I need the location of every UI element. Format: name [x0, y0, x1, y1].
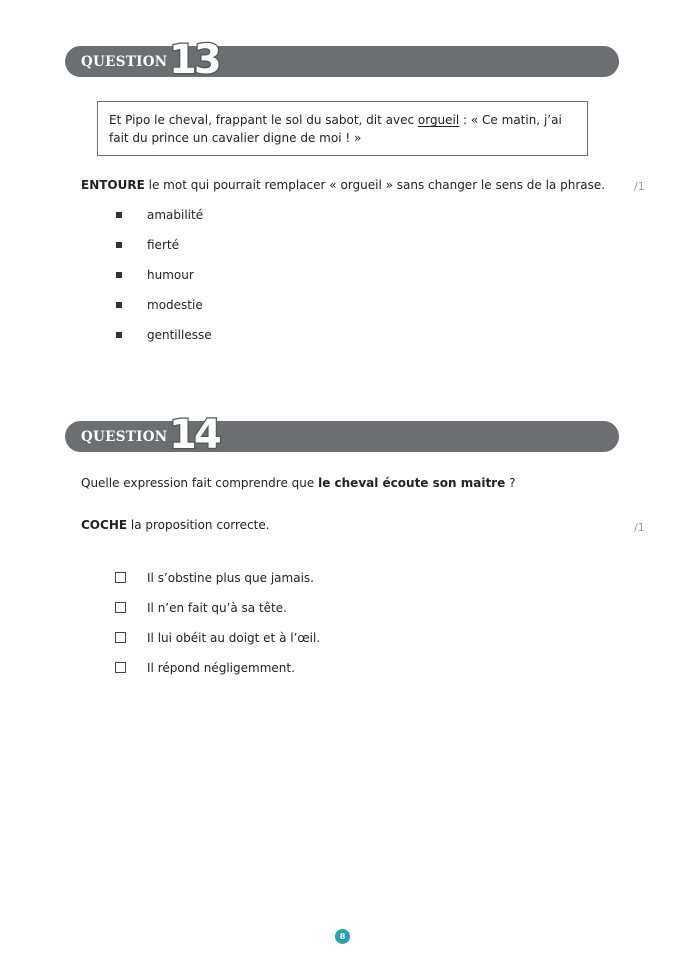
option-label: amabilité	[147, 208, 204, 222]
option-label: Il s’obstine plus que jamais.	[147, 571, 314, 585]
square-bullet-icon	[116, 242, 122, 248]
instruction-text: le mot qui pourrait remplacer « orgueil » sans changer le sens de la phrase.	[144, 178, 606, 192]
checkbox[interactable]	[115, 662, 126, 673]
checkbox[interactable]	[115, 572, 126, 583]
question-13-instruction	[81, 177, 605, 193]
prompt-text-start: Quelle expression fait comprendre que	[81, 476, 319, 490]
question-label: QUESTION	[81, 54, 168, 70]
square-bullet-icon	[116, 212, 122, 218]
question-number: 13	[169, 37, 219, 83]
option-label: modestie	[147, 298, 203, 312]
option-label: gentillesse	[147, 328, 212, 342]
prompt-text-end: ?	[505, 476, 516, 490]
question-14-header	[65, 412, 619, 458]
question-14-instruction	[81, 517, 270, 533]
checkbox[interactable]	[115, 632, 126, 643]
instruction-verb: COCHE	[81, 518, 128, 532]
question-14-prompt	[81, 475, 515, 491]
question-13-header	[65, 37, 619, 83]
instruction-text: la proposition correcte.	[127, 518, 270, 532]
option-label: humour	[147, 268, 194, 282]
option-label: Il lui obéit au doigt et à l’œil.	[147, 631, 321, 645]
quote-underlined-word: orgueil	[417, 113, 460, 127]
square-bullet-icon	[116, 272, 122, 278]
question-14-score: /1	[634, 521, 645, 534]
question-number: 14	[169, 412, 219, 458]
quote-text-end: : « Ce matin, j’ai fait du prince un cavalier digne de moi ! »	[109, 113, 562, 145]
quote-box	[97, 101, 588, 156]
option-label: Il répond négligemment.	[147, 661, 295, 675]
instruction-verb: ENTOURE	[81, 178, 145, 192]
checkbox[interactable]	[115, 602, 126, 613]
quote-text-start: Et Pipo le cheval, frappant le sol du sabot, dit avec	[109, 113, 418, 127]
page-number-badge: 8	[335, 929, 350, 944]
prompt-bold: le cheval écoute son maitre	[318, 476, 506, 490]
question-label: QUESTION	[81, 429, 168, 445]
square-bullet-icon	[116, 302, 122, 308]
option-label: Il n’en fait qu’à sa tête.	[147, 601, 287, 615]
option-label: fierté	[147, 238, 179, 252]
square-bullet-icon	[116, 332, 122, 338]
question-13-score: /1	[634, 180, 645, 193]
